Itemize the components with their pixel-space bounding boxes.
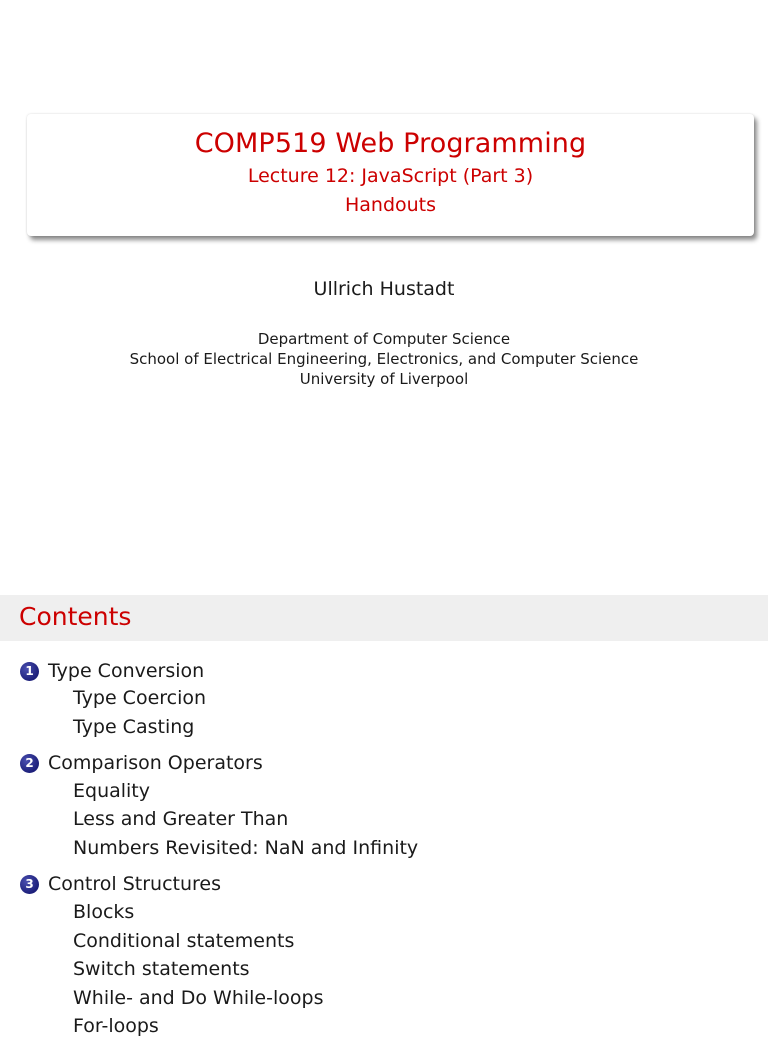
toc-item[interactable]: Type Coercion — [73, 687, 207, 709]
toc-item[interactable]: Less and Greater Than — [73, 808, 289, 830]
contents-title: Contents — [19, 602, 132, 631]
page-title: COMP519 Web Programming — [194, 128, 587, 159]
toc-item[interactable]: Conditional statements — [73, 930, 295, 952]
affiliation-department: Department of Computer Science — [257, 330, 511, 348]
toc-section-label: Type Conversion — [48, 660, 205, 682]
toc-section-1[interactable] — [20, 659, 204, 683]
toc-item[interactable]: Numbers Revisited: NaN and Infinity — [73, 837, 419, 859]
section-number-badge: 3 — [20, 875, 39, 894]
toc-item[interactable]: Equality — [73, 780, 151, 802]
handouts-label: Handouts — [344, 194, 437, 216]
toc-section-2[interactable] — [20, 751, 263, 775]
section-number-badge: 2 — [20, 754, 39, 773]
toc-section-label: Control Structures — [48, 873, 222, 895]
toc-item[interactable]: Blocks — [73, 901, 135, 923]
author-name: Ullrich Hustadt — [313, 278, 455, 300]
affiliation-school: School of Electrical Engineering, Electronics, and Computer Science — [129, 350, 639, 368]
toc-item[interactable]: Type Casting — [73, 716, 195, 738]
toc-item[interactable]: While- and Do While-loops — [73, 987, 324, 1009]
toc-section-3[interactable] — [20, 872, 221, 896]
section-number-badge: 1 — [20, 662, 39, 681]
affiliation-university: University of Liverpool — [299, 370, 469, 388]
toc-item[interactable]: For-loops — [73, 1015, 159, 1037]
lecture-subtitle: Lecture 12: JavaScript (Part 3) — [247, 165, 534, 187]
toc-section-label: Comparison Operators — [48, 752, 263, 774]
toc-item[interactable]: Switch statements — [73, 958, 250, 980]
